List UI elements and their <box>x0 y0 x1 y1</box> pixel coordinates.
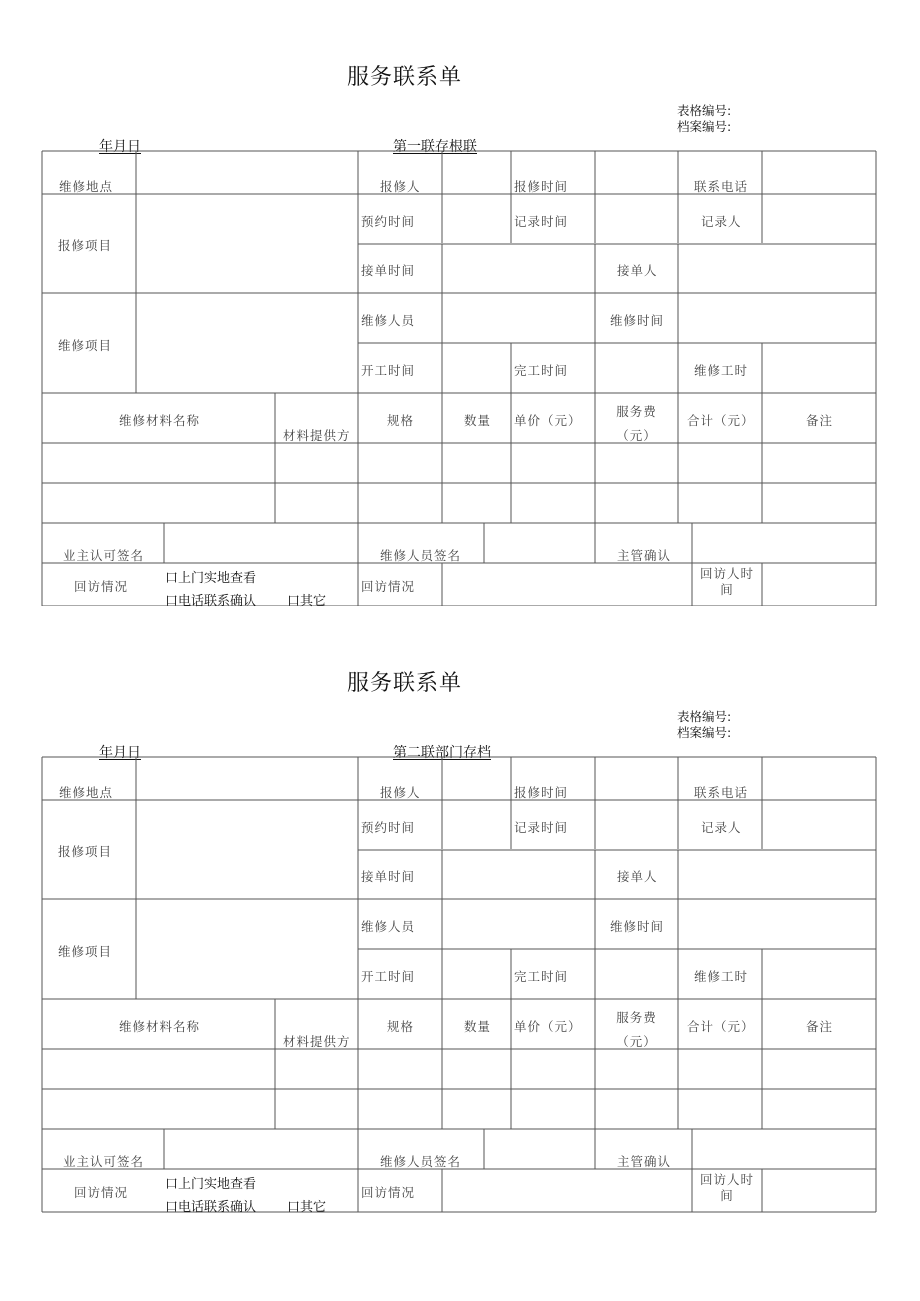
label-reporter: 报修人 <box>380 785 421 800</box>
checkbox-onsite-visit[interactable]: 口上门实地查看 <box>165 1177 257 1192</box>
label-quantity: 数量 <box>464 1019 492 1034</box>
label-record-time: 记录时间 <box>514 820 569 835</box>
label-spec: 规格 <box>387 413 415 428</box>
label-report-time: 报修时间 <box>514 179 569 194</box>
label-repair-hours: 维修工时 <box>694 363 749 378</box>
label-accept-time: 接单时间 <box>361 263 416 278</box>
label-repair-time: 维修时间 <box>610 919 665 934</box>
label-visitor-time-cont: 间 <box>720 1188 734 1203</box>
form-number-label: 表格编号: <box>677 709 732 724</box>
label-remark: 备注 <box>806 1019 834 1034</box>
label-supervisor-confirm: 主管确认 <box>617 1154 672 1169</box>
label-total: 合计（元） <box>687 1019 755 1034</box>
label-appointment-time: 预约时间 <box>361 820 416 835</box>
label-staff-signature: 维修人员签名 <box>380 548 462 563</box>
label-service-fee-unit: （元） <box>616 428 657 443</box>
label-material-name: 维修材料名称 <box>119 413 201 428</box>
label-repair-hours: 维修工时 <box>694 969 749 984</box>
label-repair-location: 维修地点 <box>59 179 114 194</box>
form-grid <box>0 606 920 1213</box>
label-staff-signature: 维修人员签名 <box>380 1154 462 1169</box>
checkbox-other[interactable]: 口其它 <box>287 594 327 609</box>
label-appointment-time: 预约时间 <box>361 214 416 229</box>
label-record-time: 记录时间 <box>514 214 569 229</box>
label-spec: 规格 <box>387 1019 415 1034</box>
label-acceptor: 接单人 <box>617 263 658 278</box>
label-material-name: 维修材料名称 <box>119 1019 201 1034</box>
copy-label: 第二联部门存档 <box>393 745 491 761</box>
date-label: 年月日 <box>99 745 141 761</box>
archive-number-label: 档案编号: <box>677 119 732 134</box>
label-acceptor: 接单人 <box>617 869 658 884</box>
label-remark: 备注 <box>806 413 834 428</box>
date-label: 年月日 <box>99 139 141 155</box>
checkbox-onsite-visit[interactable]: 口上门实地查看 <box>165 571 257 586</box>
service-form-1 <box>0 0 920 609</box>
label-finish-time: 完工时间 <box>514 969 569 984</box>
label-material-supplier: 材料提供方 <box>283 428 351 443</box>
label-visit-status-2: 回访情况 <box>361 1185 416 1200</box>
label-quantity: 数量 <box>464 413 492 428</box>
label-start-time: 开工时间 <box>361 969 416 984</box>
label-service-fee: 服务费 <box>616 404 657 419</box>
label-visit-status: 回访情况 <box>74 1185 129 1200</box>
label-service-fee: 服务费 <box>616 1010 657 1025</box>
label-contact-phone: 联系电话 <box>694 179 749 194</box>
label-reporter: 报修人 <box>380 179 421 194</box>
label-finish-time: 完工时间 <box>514 363 569 378</box>
label-report-time: 报修时间 <box>514 785 569 800</box>
form-title: 服务联系单 <box>347 65 463 90</box>
checkbox-phone-confirm[interactable]: 口电话联系确认 <box>165 1200 257 1215</box>
label-repair-location: 维修地点 <box>59 785 114 800</box>
label-visitor-time: 回访人时 <box>699 1172 754 1187</box>
checkbox-phone-confirm[interactable]: 口电话联系确认 <box>165 594 257 609</box>
label-repair-staff: 维修人员 <box>361 313 416 328</box>
label-visitor-time: 回访人时 <box>699 566 754 581</box>
label-service-fee-unit: （元） <box>616 1034 657 1049</box>
label-visit-status: 回访情况 <box>74 579 129 594</box>
label-reported-items: 报修项目 <box>58 844 113 859</box>
label-material-supplier: 材料提供方 <box>283 1034 351 1049</box>
label-visit-status-2: 回访情况 <box>361 579 416 594</box>
label-unit-price: 单价（元） <box>514 1019 582 1034</box>
label-total: 合计（元） <box>687 413 755 428</box>
label-supervisor-confirm: 主管确认 <box>617 548 672 563</box>
label-repair-items: 维修项目 <box>58 338 113 353</box>
label-owner-signature: 业主认可签名 <box>63 548 145 563</box>
service-form-2 <box>0 606 920 1215</box>
label-recorder: 记录人 <box>701 820 742 835</box>
label-visitor-time-cont: 间 <box>720 582 734 597</box>
copy-label: 第一联存根联 <box>393 139 477 155</box>
checkbox-other[interactable]: 口其它 <box>287 1200 327 1215</box>
archive-number-label: 档案编号: <box>677 725 732 740</box>
label-recorder: 记录人 <box>701 214 742 229</box>
form-title: 服务联系单 <box>347 671 463 696</box>
label-start-time: 开工时间 <box>361 363 416 378</box>
label-owner-signature: 业主认可签名 <box>63 1154 145 1169</box>
form-number-label: 表格编号: <box>677 103 732 118</box>
label-repair-staff: 维修人员 <box>361 919 416 934</box>
label-reported-items: 报修项目 <box>58 238 113 253</box>
label-repair-items: 维修项目 <box>58 944 113 959</box>
label-repair-time: 维修时间 <box>610 313 665 328</box>
label-unit-price: 单价（元） <box>514 413 582 428</box>
label-contact-phone: 联系电话 <box>694 785 749 800</box>
label-accept-time: 接单时间 <box>361 869 416 884</box>
form-grid <box>0 0 920 606</box>
